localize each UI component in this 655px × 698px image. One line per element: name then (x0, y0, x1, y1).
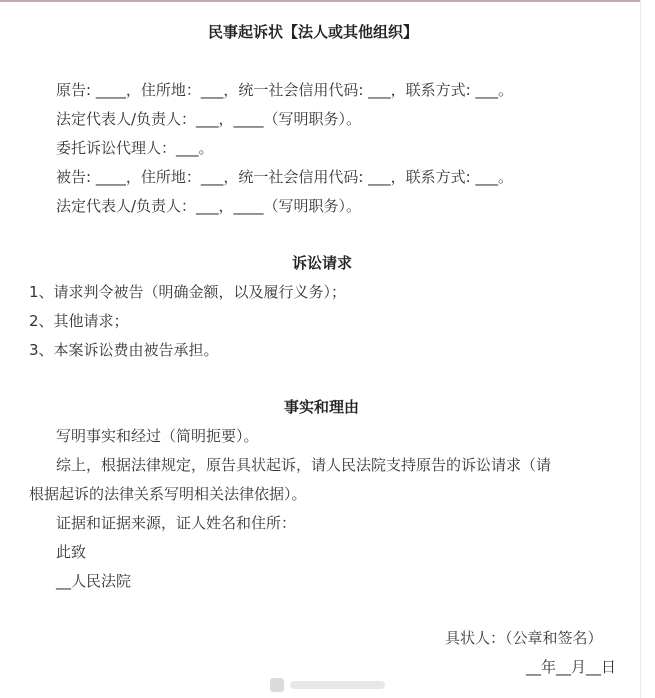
agent-line: 委托诉讼代理人：___。 (56, 139, 214, 157)
conclusion-line: 综上，根据法律规定，原告具状起诉，请人民法院支持原告的诉讼请求（请 (56, 456, 552, 474)
claim-item: 3、本案诉讼费由被告承担。 (29, 341, 219, 359)
conclusion-line-continued: 根据起诉的法律关系写明相关法律依据）。 (29, 485, 307, 503)
claim-item: 1、请求判令被告（明确金额，以及履行义务）； (29, 283, 347, 301)
top-divider (0, 0, 640, 2)
signature-line: 具状人：（公章和签名） (445, 629, 603, 647)
claim-item: 2、其他请求； (29, 312, 129, 330)
evidence-line: 证据和证据来源，证人姓名和住所： (56, 514, 297, 532)
claims-heading: 诉讼请求 (292, 254, 353, 272)
facts-line: 写明事实和经过（简明扼要）。 (56, 427, 259, 445)
court-addressee: __人民法院 (56, 572, 132, 590)
plaintiff-line: 原告: ____，住所地：___，统一社会信用代码: ___，联系方式: ___。 (56, 81, 513, 99)
salutation: 此致 (56, 543, 87, 561)
plaintiff-representative-line: 法定代表人/负责人：___，____（写明职务）。 (56, 110, 362, 128)
right-edge-divider (640, 0, 641, 698)
date-line: __年__月__日 (526, 658, 617, 676)
document-title: 民事起诉状【法人或其他组织】 (208, 23, 419, 41)
watermark-logo (270, 676, 388, 694)
facts-heading: 事实和理由 (284, 398, 360, 416)
defendant-line: 被告: ____，住所地：___，统一社会信用代码: ___，联系方式: ___。 (56, 168, 513, 186)
defendant-representative-line: 法定代表人/负责人：___，____（写明职务）。 (56, 197, 362, 215)
